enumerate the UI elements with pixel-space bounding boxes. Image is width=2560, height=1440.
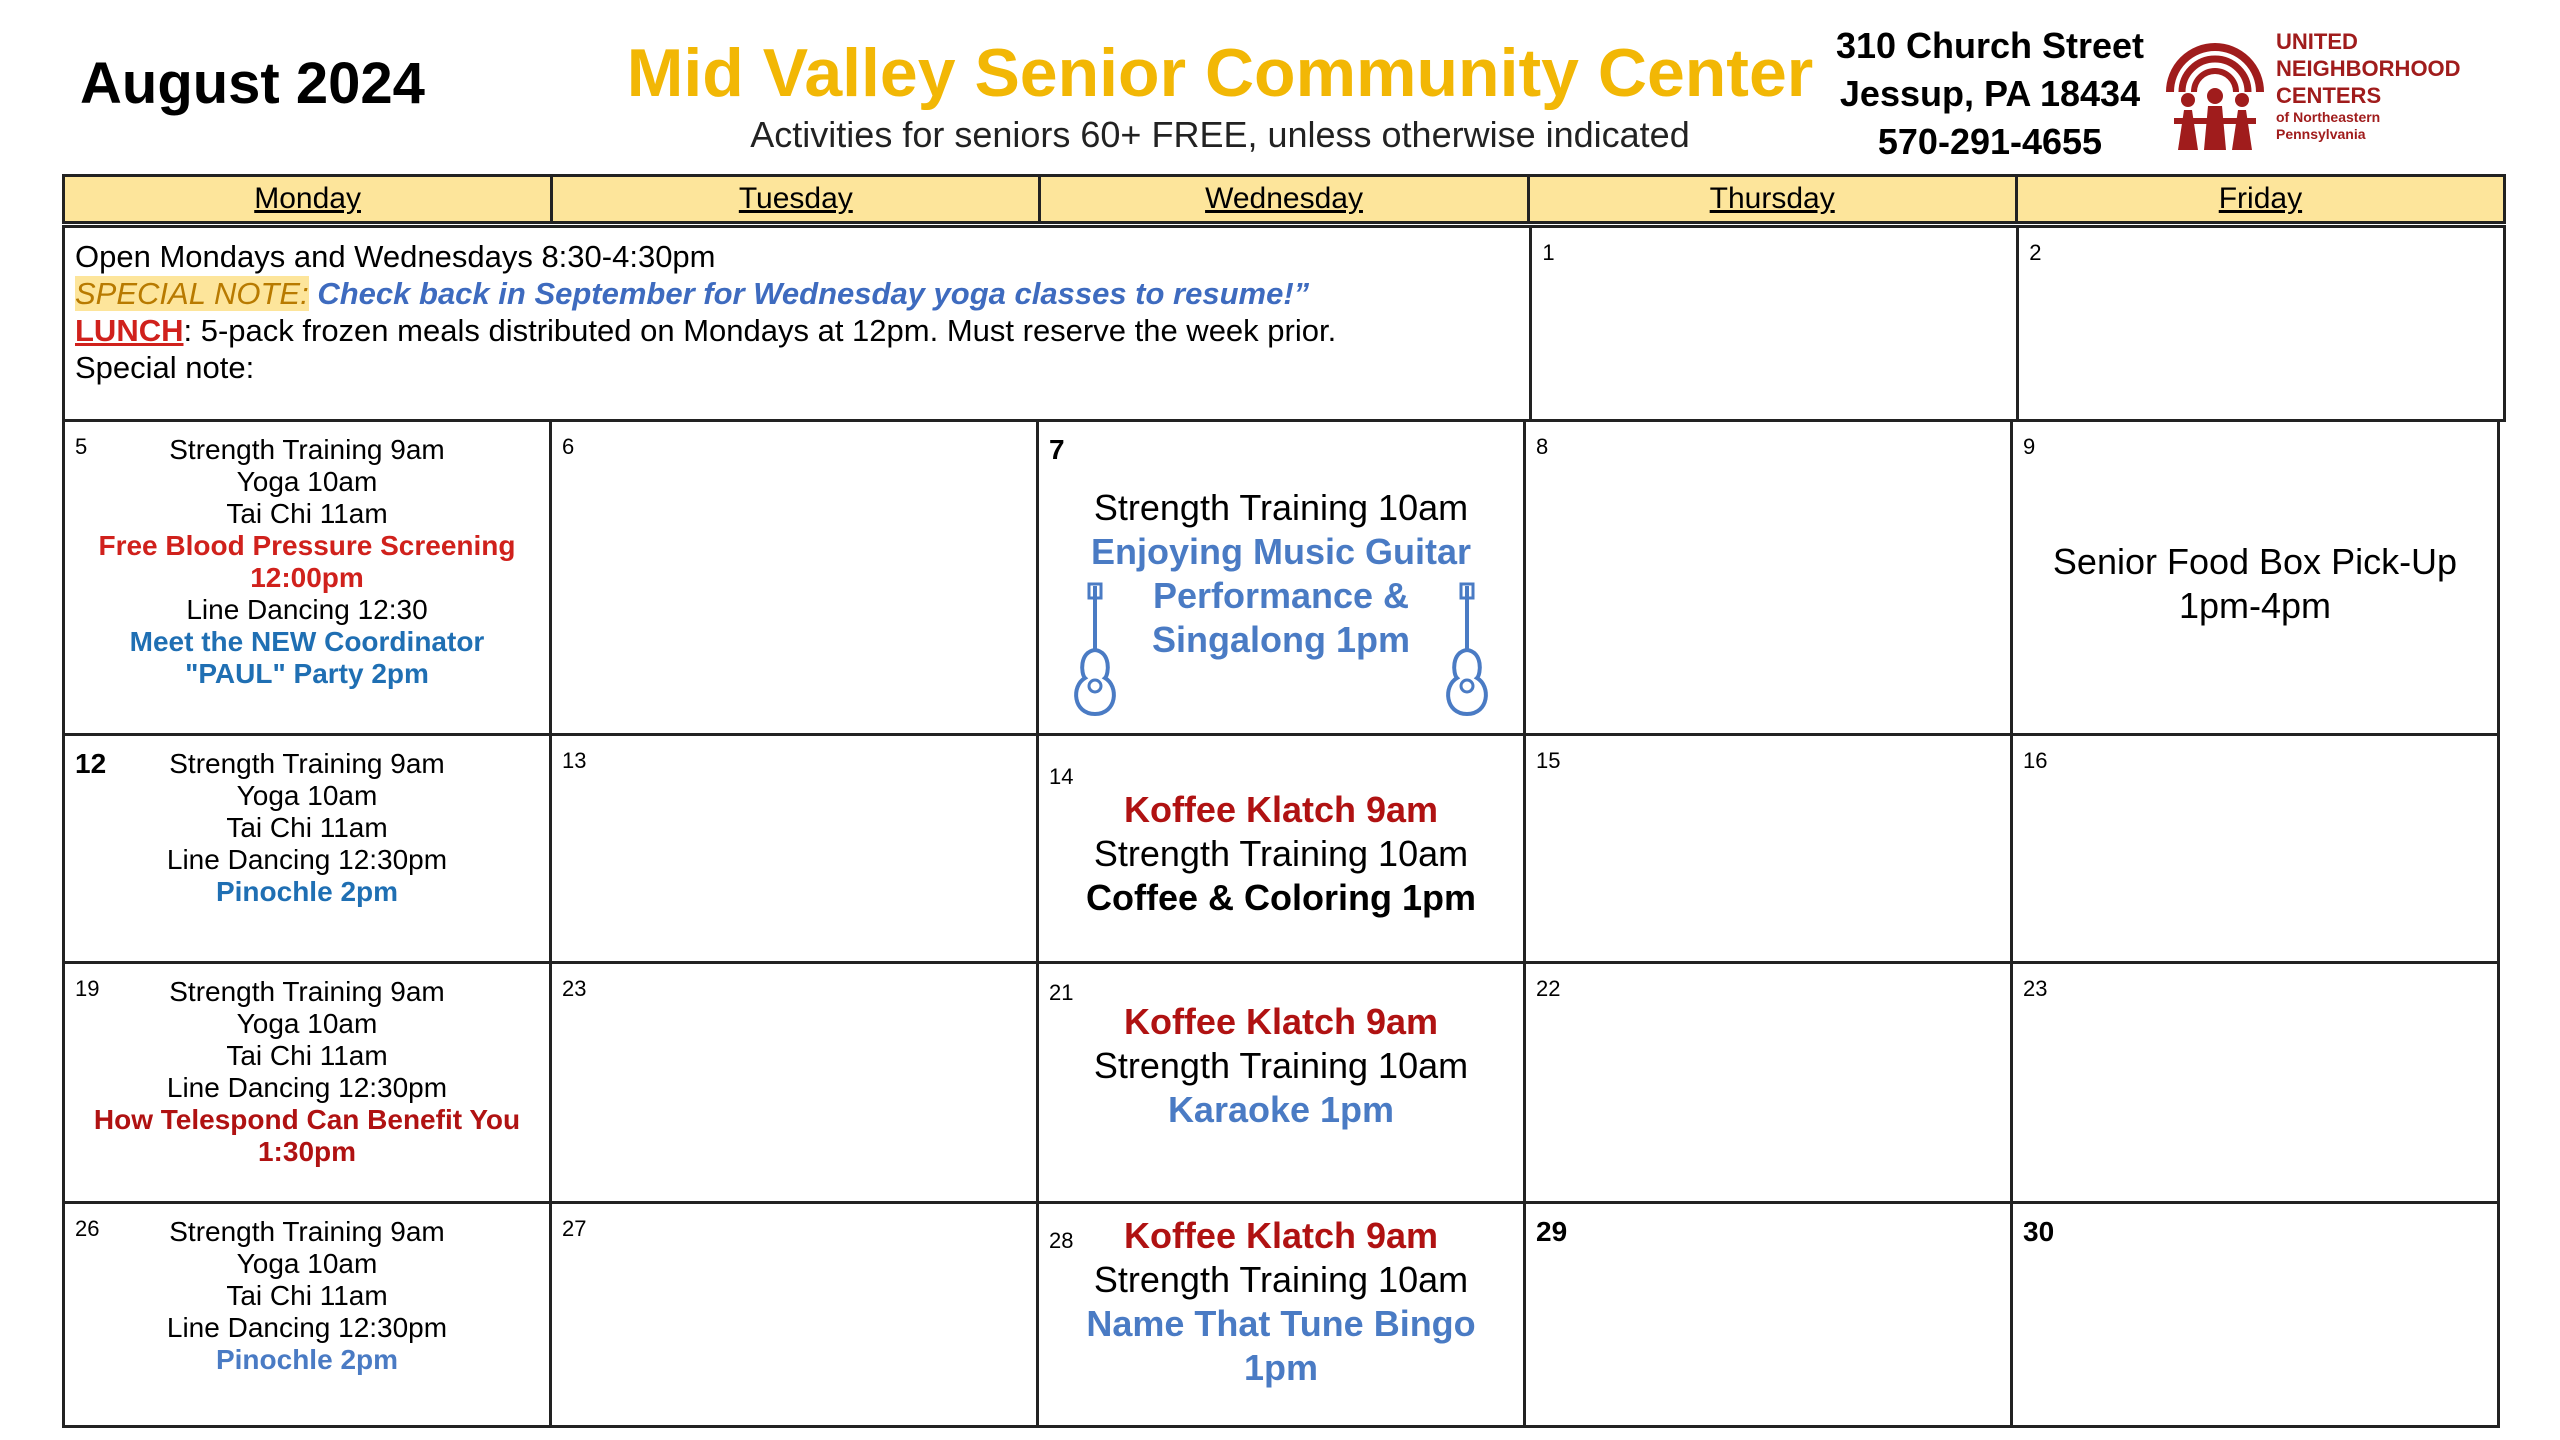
day-number: 12 [75,748,107,779]
event: Tai Chi 11am [226,812,388,843]
event: Line Dancing 12:30pm [166,1312,448,1343]
event: Tai Chi 11am [226,498,388,529]
event: Yoga 10am [236,1248,378,1279]
week-row [62,1204,2506,1428]
day-cell [1523,1201,2013,1428]
calendar-month: August 2024 [80,51,425,116]
event: Enjoying Music Guitar [1090,531,1472,572]
day-cell [549,419,1039,736]
day-cell [1036,733,1526,964]
event: Strength Training 10am [1093,1259,1469,1300]
center-subtitle: Activities for seniors 60+ FREE, unless otherwise indicated [750,114,1690,155]
day-number: 2 [2029,240,2042,265]
day-events [1039,788,1523,920]
event: Meet the NEW Coordinator [129,626,485,657]
day-number: 23 [2023,976,2048,1001]
event: Strength Training 9am [169,976,445,1007]
day-number: 16 [2023,748,2048,773]
event: Line Dancing 12:30pm [166,1072,448,1103]
day-number: 5 [75,434,88,459]
calendar-grid [62,228,2506,1428]
event: Strength Training 9am [169,1216,445,1247]
day-events [1039,1000,1523,1132]
notes [65,228,1529,396]
day-number: 30 [2023,1216,2055,1247]
day-events [65,434,549,690]
day-cell [549,961,1039,1204]
lunch-text: : 5-pack frozen meals distributed on Mondays at 12pm. Must reserve the week prior. [183,313,1337,348]
week-row [62,736,2506,964]
day-cell [1523,419,2013,736]
weekday-header [62,174,2506,224]
event: Karaoke 1pm [1167,1089,1395,1130]
event: Tai Chi 11am [226,1040,388,1071]
notes-cell [62,225,1532,422]
event: Tai Chi 11am [226,1280,388,1311]
special-note-label: SPECIAL NOTE: [75,276,309,311]
day-cell [1529,225,2019,422]
day-cell [1036,1201,1526,1428]
day-cell [62,419,552,736]
event: Coffee & Coloring 1pm [1085,877,1476,918]
day-events [65,1216,549,1376]
event: Strength Training 10am [1093,833,1469,874]
event: Name That Tune Bingo [1086,1303,1476,1344]
day-number: 1 [1542,240,1555,265]
event: 12:00pm [250,562,364,593]
day-number: 21 [1049,980,1074,1005]
center-name: Mid Valley Senior Community Center [626,35,1814,111]
day-number: 19 [75,976,100,1001]
event: Koffee Klatch 9am [1123,1215,1439,1256]
day-cell [2010,961,2500,1204]
day-number: 6 [562,434,575,459]
event: Yoga 10am [236,466,378,497]
weekday-thursday: Thursday [1530,177,2018,221]
day-events [65,748,549,908]
event: Line Dancing 12:30pm [166,844,448,875]
day-number: 15 [1536,748,1561,773]
day-number: 29 [1536,1216,1568,1247]
event: Koffee Klatch 9am [1123,789,1439,830]
weekday-tuesday: Tuesday [553,177,1041,221]
event: "PAUL" Party 2pm [185,658,429,689]
day-cell [62,1201,552,1428]
day-cell [549,733,1039,964]
event: Performance & [1152,575,1410,616]
day-number: 22 [1536,976,1561,1001]
day-cell [62,961,552,1204]
open-hours-note: Open Mondays and Wednesdays 8:30-4:30pm [75,239,716,274]
day-cell [1036,419,1526,736]
event: 1:30pm [257,1136,357,1167]
day-cell [2010,419,2500,736]
event: Line Dancing 12:30 [186,594,428,625]
address-phone: 570-291-4655 [1877,121,2103,162]
day-events [2013,540,2497,628]
unc-logo-icon [2160,22,2270,152]
day-cell [62,733,552,964]
guitar-icon [1067,582,1123,718]
lunch-note [75,312,1519,349]
day-number: 27 [562,1216,587,1241]
event: Senior Food Box Pick-Up [2052,541,2458,582]
address-street: 310 Church Street [1835,25,2145,66]
event: Strength Training 10am [1093,1045,1469,1086]
event: Pinochle 2pm [215,876,399,907]
event: Yoga 10am [236,780,378,811]
address-city: Jessup, PA 18434 [1839,73,2141,114]
event: Strength Training 10am [1093,487,1469,528]
event: Free Blood Pressure Screening [98,530,516,561]
day-number: 7 [1049,434,1065,465]
day-cell [1523,961,2013,1204]
event: How Telespond Can Benefit You [93,1104,521,1135]
special-note [75,275,1519,312]
event: Pinochle 2pm [215,1344,399,1375]
event: 1pm-4pm [2178,585,2332,626]
day-cell [1523,733,2013,964]
weekday-wednesday: Wednesday [1041,177,1529,221]
center-address [1820,22,2160,166]
day-number: 26 [75,1216,100,1241]
event: 1pm [1243,1347,1319,1388]
week-row [62,422,2506,736]
special-note-2: Special note: [75,350,255,385]
day-events [1039,1214,1523,1390]
day-number: 14 [1049,764,1074,789]
guitar-icon [1439,582,1495,718]
day-cell [549,1201,1039,1428]
event: Koffee Klatch 9am [1123,1001,1439,1042]
day-cell [1036,961,1526,1204]
day-number: 28 [1049,1228,1074,1253]
day-number: 9 [2023,434,2036,459]
logo-text: UNITED NEIGHBORHOOD CENTERS of Northeastern Pennsylvania [2276,29,2461,142]
weekday-monday: Monday [65,177,553,221]
week-row [62,964,2506,1204]
event: Singalong 1pm [1151,619,1410,660]
event: Yoga 10am [236,1008,378,1039]
week-row [62,228,2506,422]
day-cell [2016,225,2506,422]
day-number: 13 [562,748,587,773]
day-cell [2010,1201,2500,1428]
lunch-label: LUNCH [75,313,184,348]
calendar [62,174,2506,1388]
event: Strength Training 9am [169,748,445,779]
weekday-friday: Friday [2218,182,2303,215]
day-number: 8 [1536,434,1549,459]
day-cell [2010,733,2500,964]
special-note-text: Check back in September for Wednesday yoga classes to resume!” [308,276,1310,311]
day-events [65,976,549,1168]
unc-logo [2160,22,2480,162]
day-number: 23 [562,976,587,1001]
event: Strength Training 9am [169,434,445,465]
